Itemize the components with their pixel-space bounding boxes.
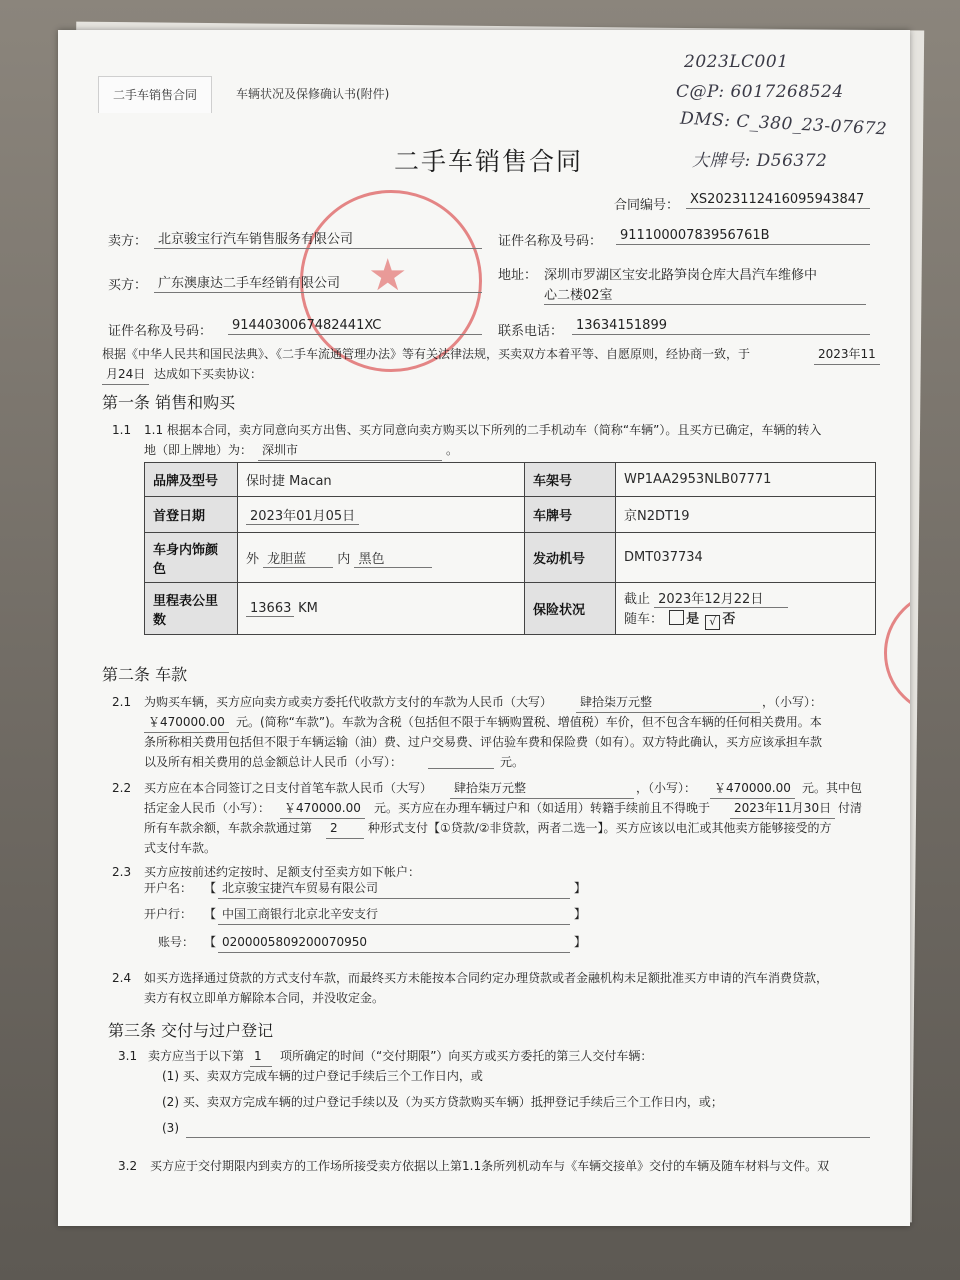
clause-2-2-line-2c: 付清 xyxy=(838,801,863,815)
first-payment-lower: ￥470000.00 xyxy=(710,778,795,799)
account-no-close: 】 xyxy=(574,935,587,949)
color-cell xyxy=(238,533,525,583)
seller-cert-label: 证件名称及号码： xyxy=(498,234,603,249)
odometer-label-line-1: 里程表公里 xyxy=(153,593,219,609)
account-no: 0200005809200070950 xyxy=(218,932,570,953)
clause-2-4-number: 2.4 xyxy=(112,971,132,985)
section-3-heading: 第三条 交付与过户登记 xyxy=(108,1021,274,1040)
contract-page xyxy=(58,30,910,1226)
clause-2-2-line-1a: 买方应在本合同签订之日支付首笔车款人民币（大写） xyxy=(144,781,433,795)
insurance-cell xyxy=(616,583,876,635)
seal-star-icon: ★ xyxy=(368,250,408,301)
contract-no-label: 合同编号： xyxy=(614,198,680,213)
account-no-open: 【 xyxy=(204,935,217,949)
clause-1-1-line-1: 1.1 根据本合同，卖方同意向买方出售、买方同意向卖方购买以下所列的二手机动车（简称“车辆”）。且买方已确定，车辆的转入 xyxy=(144,423,822,437)
engine-label: 发动机号 xyxy=(525,533,616,583)
interior-color: 黑色 xyxy=(354,548,432,568)
seller-cert: 91110000783956761B xyxy=(616,228,870,245)
first-payment-upper: 肆拾柒万元整 xyxy=(450,778,634,799)
odometer-label-line-2: 数 xyxy=(153,612,167,628)
registration-city: 深圳市 xyxy=(258,440,442,461)
bank-open: 【 xyxy=(204,907,217,921)
contract-no: XS2023112416095943847 xyxy=(686,192,870,209)
insurance-date: 2023年12月22日 xyxy=(654,588,788,608)
clause-2-3-number: 2.3 xyxy=(112,865,132,879)
with-car-label: 随车： xyxy=(624,611,664,627)
bank-close: 】 xyxy=(574,907,587,921)
address-label: 地址： xyxy=(498,268,538,283)
clause-2-2-line-3b: 种形式支付【①贷款/②非贷款，两者二选一】。买方应该以电汇或其他卖方能够接受的方 xyxy=(368,821,832,835)
clause-1-1-end: 。 xyxy=(446,443,459,457)
account-name: 北京骏宝捷汽车贸易有限公司 xyxy=(218,878,570,899)
interior-prefix: 内 xyxy=(337,551,351,567)
bank-label: 开户行： xyxy=(144,907,193,921)
plate-value: 京N2DT19 xyxy=(616,497,876,533)
balance-due-date: 2023年11月30日 xyxy=(730,798,835,819)
clause-2-2-line-2a: 括定金人民币（小写）： xyxy=(144,801,271,815)
exterior-color: 龙胆蓝 xyxy=(263,548,333,568)
handwritten-note-1: 2023LC001 xyxy=(684,52,789,72)
clause-3-1-number: 3.1 xyxy=(118,1049,138,1063)
yes-label: 是 xyxy=(686,611,700,627)
color-label xyxy=(145,533,238,583)
account-name-open: 【 xyxy=(204,881,217,895)
buyer-name: 广东澳康达二手车经销有限公司 xyxy=(154,272,482,293)
buyer-cert-label: 证件名称及号码： xyxy=(108,324,213,339)
clause-2-1-line-4-end: 元。 xyxy=(500,755,525,769)
tab-vehicle-condition-attachment[interactable]: 车辆状况及保修确认书(附件) xyxy=(236,87,390,101)
tab-sales-contract[interactable]: 二手车销售合同 xyxy=(98,76,212,113)
insurance-label: 保险状况 xyxy=(525,583,616,635)
clause-3-1-option-3: (3) xyxy=(162,1121,179,1135)
vin-label: 车架号 xyxy=(525,463,616,497)
clause-2-1-line-3: 条所称相关费用包括但不限于车辆运输（油）费、过户交易费、评估验车费和保险费（如有）。双方特此确认，买方应该承担车款 xyxy=(144,735,823,749)
total-amount-blank xyxy=(428,768,494,769)
handwritten-note-4: 大牌号: D56372 xyxy=(692,151,828,171)
clause-3-1-line-1a: 卖方应当于以下第 xyxy=(148,1049,245,1063)
clause-3-1-option-1: (1) 买、卖双方完成车辆的过户登记手续后三个工作日内，或 xyxy=(162,1069,483,1083)
reg-date-label: 首登日期 xyxy=(145,497,238,533)
odometer-cell xyxy=(238,583,525,635)
account-name-label: 开户名： xyxy=(144,881,193,895)
seller-name: 北京骏宝行汽车销售服务有限公司 xyxy=(154,228,482,249)
price-lower: ￥470000.00 xyxy=(144,712,229,733)
address-line-1: 深圳市罗湖区宝安北路笋岗仓库大昌汽车维修中 xyxy=(544,268,818,283)
clause-2-2-number: 2.2 xyxy=(112,781,132,795)
page-title: 二手车销售合同 xyxy=(394,147,584,176)
clause-2-2-line-1b: ，（小写）： xyxy=(636,781,697,795)
clause-2-1-line-4: 以及所有相关费用的总金额总计人民币（小写）： xyxy=(144,755,403,769)
delivery-item: 1 xyxy=(250,1046,272,1067)
handwritten-note-2: C@P: 6017268524 xyxy=(676,82,844,102)
clause-2-1-number: 2.1 xyxy=(112,695,132,709)
phone-label: 联系电话： xyxy=(498,324,564,339)
color-label-line-2: 色 xyxy=(153,561,167,577)
color-label-line-1: 车身内饰颜 xyxy=(153,542,219,558)
company-seal-partial xyxy=(884,590,910,716)
clause-3-2-number: 3.2 xyxy=(118,1159,138,1173)
deposit-amount: ￥470000.00 xyxy=(280,798,365,819)
intro-text-2: 达成如下买卖协议： xyxy=(154,367,263,381)
clause-1-1-number: 1.1 xyxy=(112,423,132,437)
no-label: 否 xyxy=(722,611,736,627)
clause-2-2-line-4: 式支付车款。 xyxy=(144,841,217,855)
plate-label: 车牌号 xyxy=(525,497,616,533)
clause-3-1-option-2: (2) 买、卖双方完成车辆的过户登记手续以及（为买方贷款购买车辆）抵押登记手续后三个工作日内，或； xyxy=(162,1095,723,1109)
clause-2-2-line-3a: 所有车款余额，车款余款通过第 xyxy=(144,821,313,835)
clause-2-4-line-1: 如买方选择通过贷款的方式支付车款，而最终买方未能按本合同约定办理贷款或者金融机构未足额批准买方申请的汽车消费贷款， xyxy=(144,971,829,985)
buyer-phone: 13634151899 xyxy=(572,318,870,335)
engine-value: DMT037734 xyxy=(616,533,876,583)
account-name-close: 】 xyxy=(574,881,587,895)
clause-3-2-line-1: 买方应于交付期限内到卖方的工作场所接受卖方依据以上第1.1条所列机动车与《车辆交接单》交付的车辆及随车材料与文件。双 xyxy=(150,1159,830,1173)
intro-text-1: 根据《中华人民共和国民法典》、《二手车流通管理办法》等有关法律法规，买卖双方本着平等、自愿原则，经协商一致，于 xyxy=(102,347,751,361)
section-1-heading: 第一条 销售和购买 xyxy=(102,393,236,412)
buyer-cert: 914403006748244​1XC xyxy=(228,318,482,335)
brand-value: 保时捷 Macan xyxy=(238,463,525,497)
contract-date-part-1: 2023年11 xyxy=(814,344,880,365)
clause-1-1-line-2: 地（即上牌地）为： xyxy=(144,443,253,457)
clause-3-1-line-1b: 项所确定的时间（“交付期限”）向买方或买方委托的第三人交付车辆： xyxy=(280,1049,653,1063)
insurance-prefix: 截止 xyxy=(624,591,651,607)
clause-2-1-line-2: 元。(简称“车款”)。车款为含税（包括但不限于车辆购置税、增值税）车价，但不包含车辆的任何相关费用。本 xyxy=(236,715,822,729)
clause-2-2-line-1c: 元。其中包 xyxy=(802,781,863,795)
address-line-2: 心二楼02室 xyxy=(544,284,866,305)
seller-label: 卖方： xyxy=(108,234,148,249)
clause-2-2-line-2b: 元。买方应在办理车辆过户和（如适用）转籍手续前且不得晚于 xyxy=(374,801,711,815)
contract-date-part-2: 月24日 xyxy=(102,364,149,385)
clause-2-3-line-1: 买方应按前述约定按时、足额支付至卖方如下帐户： xyxy=(144,865,421,879)
exterior-prefix: 外 xyxy=(246,551,260,567)
option-3-blank xyxy=(186,1137,870,1138)
payment-method: 2 xyxy=(326,818,364,839)
section-2-heading: 第二条 车款 xyxy=(102,665,188,684)
clause-2-1-line-1a: 为购买车辆，买方应向卖方或卖方委托代收款方支付的车款为人民币（大写） xyxy=(144,695,553,709)
vin-value: WP1AA2953NLB07771 xyxy=(616,463,876,497)
buyer-label: 买方： xyxy=(108,278,148,293)
odometer-label xyxy=(145,583,238,635)
bank-name: 中国工商银行北京北辛安支行 xyxy=(218,904,570,925)
reg-date-value: 2023年01月05日 xyxy=(246,505,359,525)
clause-2-1-line-1b: ，（小写）： xyxy=(762,695,823,709)
odometer-unit: KM xyxy=(298,600,318,616)
odometer-value: 13663 xyxy=(246,601,294,617)
brand-label: 品牌及型号 xyxy=(145,463,238,497)
clause-2-4-line-2: 卖方有权立即单方解除本合同，并没收定金。 xyxy=(144,991,385,1005)
vehicle-info-table xyxy=(144,462,876,635)
reg-date-cell xyxy=(238,497,525,533)
price-upper: 肆拾柒万元整 xyxy=(576,692,760,713)
account-no-label: 账号： xyxy=(158,935,195,949)
handwritten-note-3: DMS: C_380_23-07672 xyxy=(679,108,888,140)
yes-checkbox[interactable] xyxy=(669,610,684,625)
no-checkbox[interactable]: √ xyxy=(705,615,720,630)
